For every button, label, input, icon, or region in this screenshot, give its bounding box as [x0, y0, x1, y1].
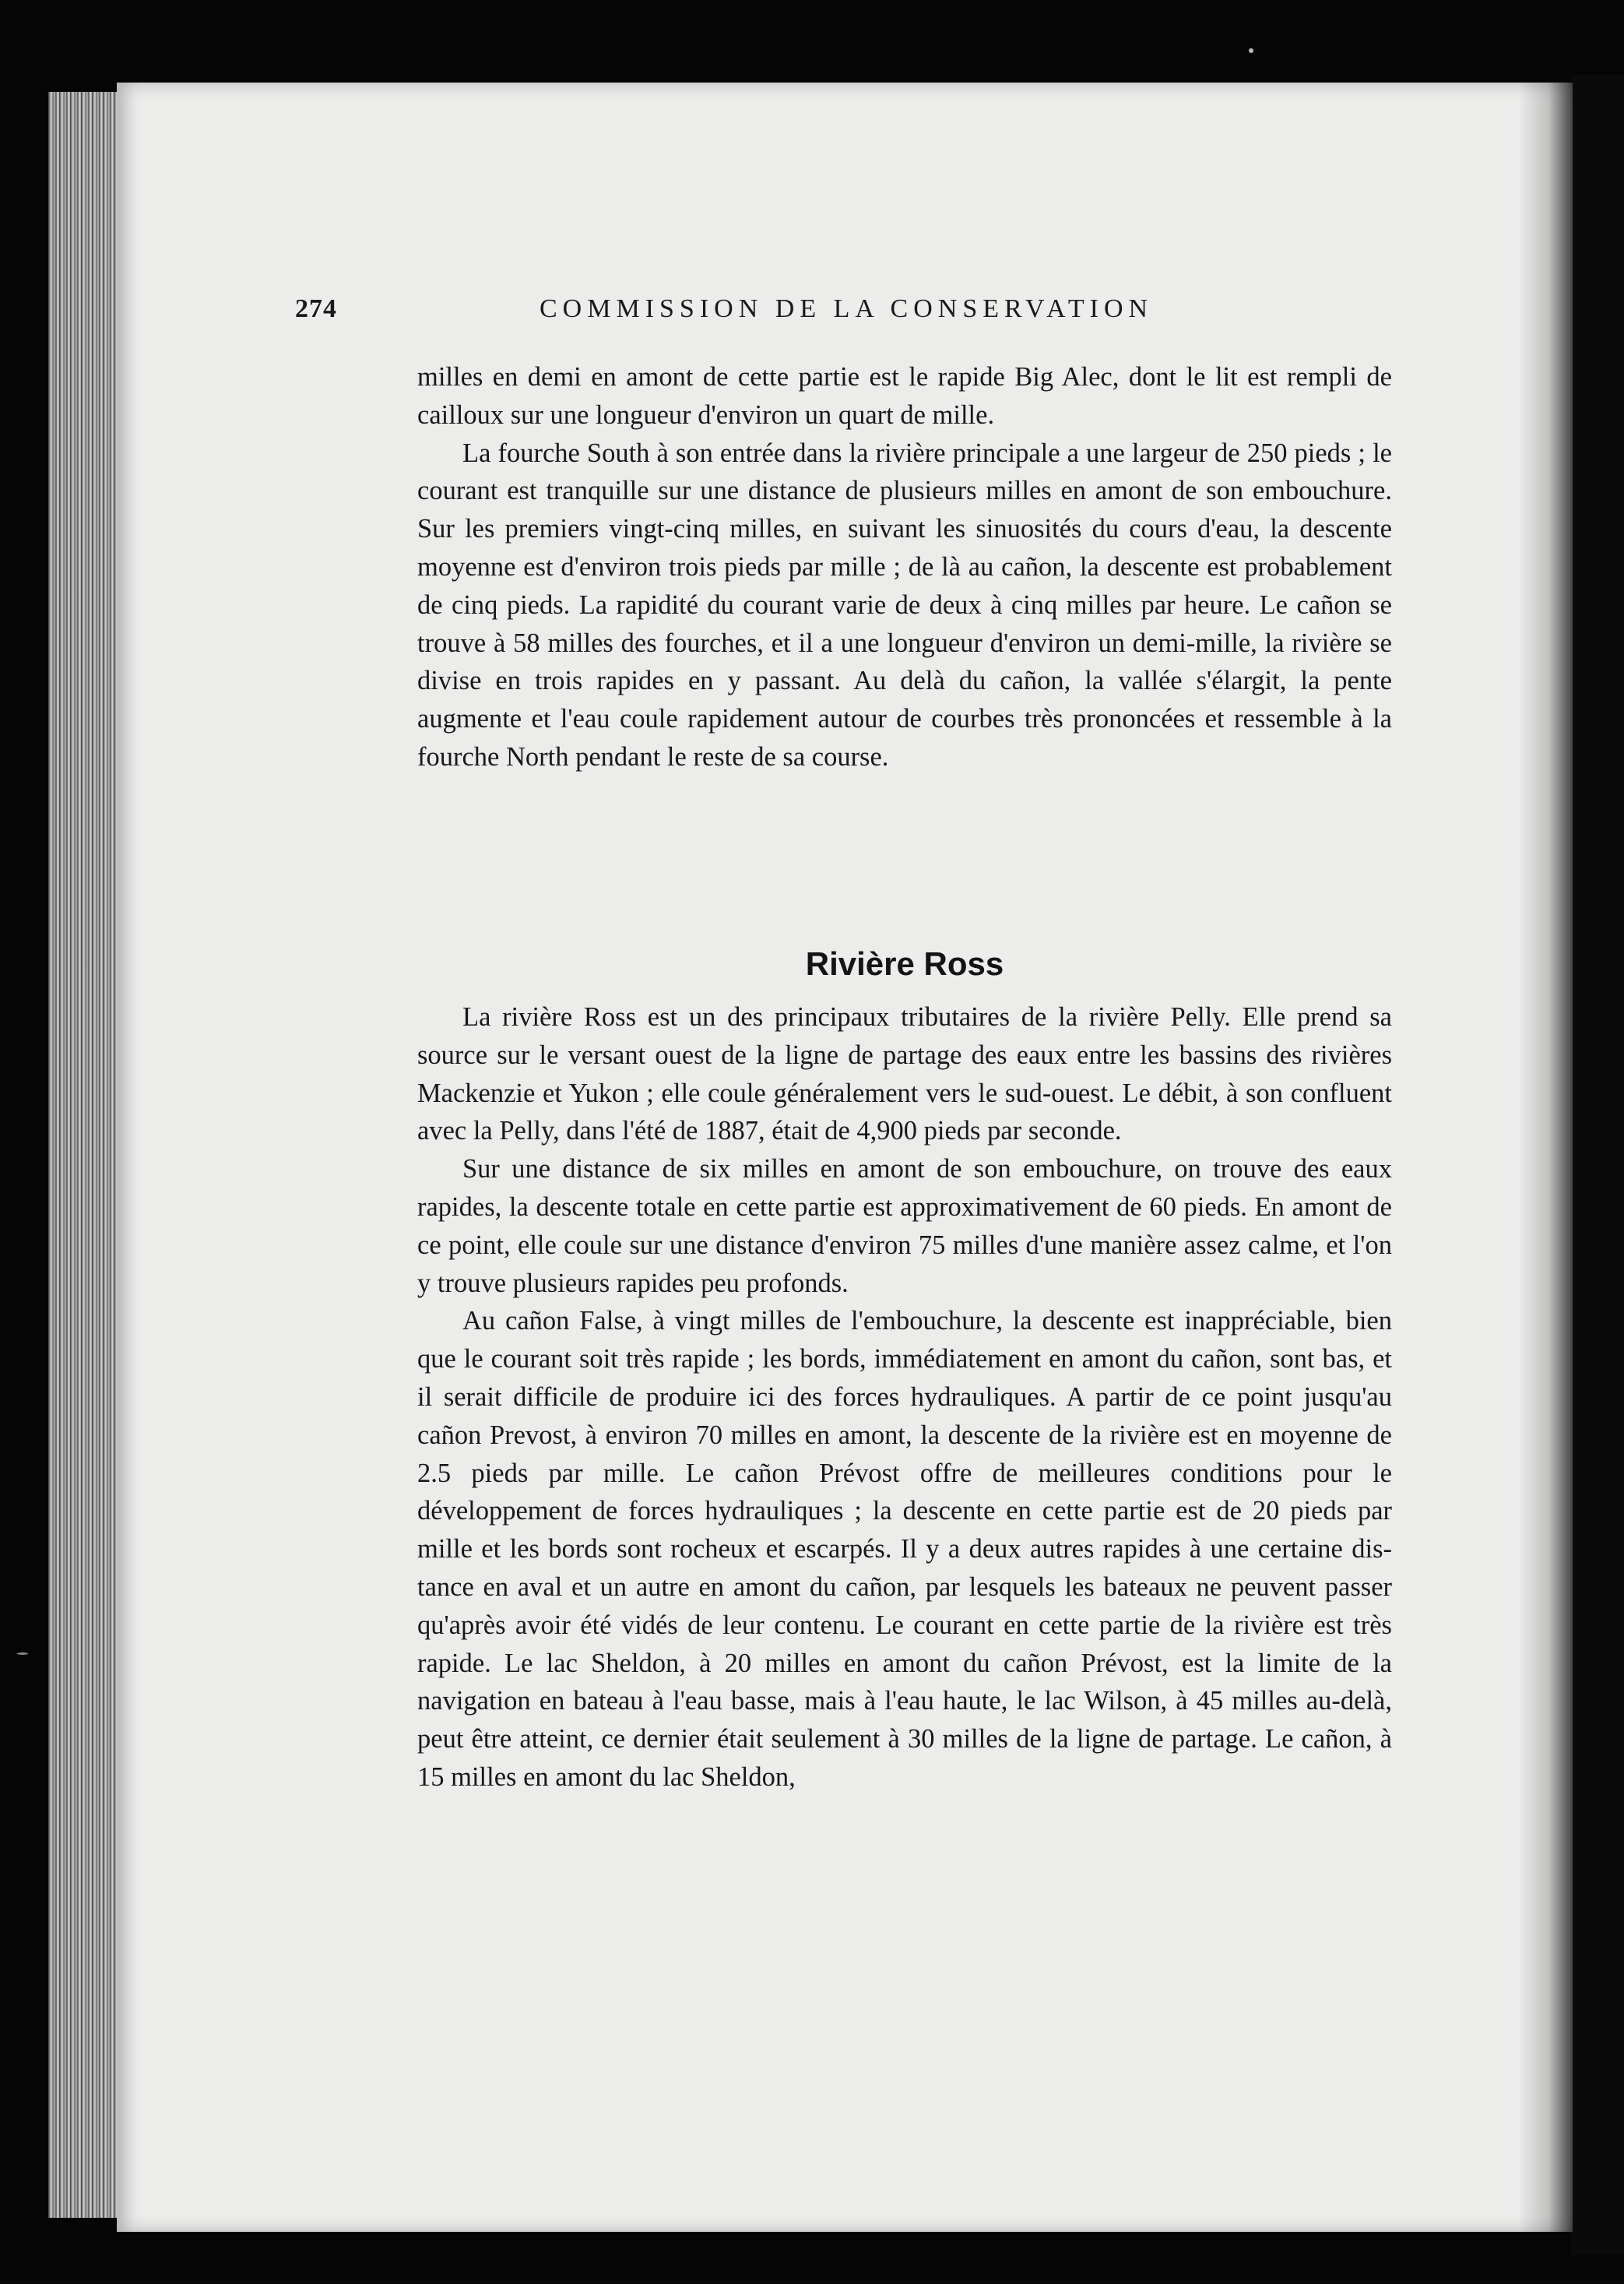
- dust-speck: [17, 1652, 28, 1655]
- paragraph: Au cañon False, à vingt milles de l'embouchure, la descente est inappréciable, bien que le courant soit très rapide ; les bords, immédiatement en amont du cañon, sont bas, et il serait difficile de produire ici des forces hydrauliques. A partir de ce point jusqu'au cañon Prevost, à environ 70 milles en amont, la descente de la rivière est en moyenne de 2.5 pieds par mille. Le cañon Prévost offre de meilleures conditions pour le développement de forces hydrauliques ; la descente en cette partie est de 20 pieds par mille et les bords sont rocheux et escarpés. Il y a deux autres rapides à une certaine distance en aval et un autre en amont du cañon, par lesquels les bateaux ne peuvent passer qu'après avoir été vidés de leur contenu. Le courant en cette partie de la rivière est très rapide. Le lac Sheldon, à 20 milles en amont du cañon Prévost, est la limite de la navigation en bateau à l'eau basse, mais à l'eau haute, le lac Wilson, à 45 milles au-delà, peut être atteint, ce dernier était seulement à 30 milles de la ligne de partage. Le cañon, à 15 milles en amont du lac Sheldon,: [417, 1306, 1392, 1792]
- running-head-title: COMMISSION DE LA CONSERVATION: [540, 294, 1154, 323]
- running-head: [295, 294, 1260, 333]
- paragraph: La fourche South à son entrée dans la rivière principale a une largeur de 250 pieds ; le courant est tranquille sur une distance de plusieurs milles en amont de son embouchure. Sur les premiers vingt-cinq milles, en suivant les sinuosités du cours d'eau, la descente moyenne est d'environ trois pieds par mille ; de là au cañon, la descente est probablement de cinq pieds. La rapidité du courant varie de deux à cinq milles par heure. Le cañon se trouve à 58 milles des fourches, et il a une longueur d'environ un demi-mille, la rivière se divise en trois rapides en y passant. Au delà du cañon, la vallée s'élargit, la pente augmente et l'eau coule rapidement autour de courbes très prononcées et ressemble à la fourche North pendant le reste de sa course.: [417, 438, 1392, 772]
- dust-speck: [1249, 48, 1253, 53]
- book-binding-edge: [1571, 75, 1624, 2255]
- page-number: 274: [295, 294, 337, 323]
- body-text-bottom: [417, 998, 1392, 1797]
- paragraph: La rivière Ross est un des principaux tributaires de la rivière Pelly. Elle prend sa source sur le versant ouest de la ligne de partage des eaux entre les bassins des rivières Mackenzie et Yukon ; elle coule généralement vers le sud-ouest. Le débit, à son confluent avec la Pelly, dans l'été de 1887, était de 4,900 pieds par seconde.: [417, 1002, 1392, 1146]
- paragraph: Sur une distance de six milles en amont de son embouchure, on trouve des eaux rapides, la descente totale en cette partie est approximativement de 60 pieds. En amont de ce point, elle coule sur une distance d'environ 75 milles d'une manière assez calme, et l'on y trouve plusieurs rapides peu profonds.: [417, 1154, 1392, 1298]
- paragraph: milles en demi en amont de cette partie est le rapide Big Alec, dont le lit est rempli de cailloux sur une longueur d'environ un quart de mille.: [417, 362, 1392, 430]
- body-text-top: [417, 358, 1392, 776]
- section-heading: Rivière Ross: [805, 945, 1004, 982]
- gutter-shadow: [1518, 83, 1573, 2232]
